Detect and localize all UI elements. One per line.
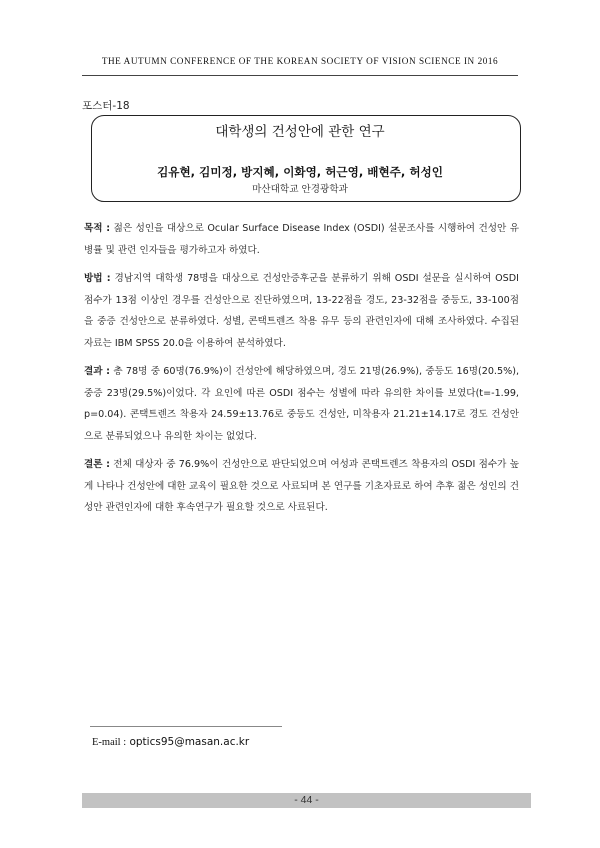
- email-address: optics95@masan.ac.kr: [129, 736, 250, 748]
- conclusion-label: 결론 :: [84, 459, 110, 470]
- header-rule: [82, 75, 518, 76]
- footnote-rule: [90, 726, 282, 727]
- paper-title: 대학생의 건성안에 관한 연구: [215, 124, 385, 140]
- purpose-section: [84, 218, 519, 261]
- authors: 김유현, 김미정, 방지혜, 이화영, 허근영, 배현주, 허성인: [157, 165, 443, 179]
- results-section: [84, 361, 519, 447]
- affiliation: 마산대학교 안경광학과: [252, 184, 348, 195]
- email-label: E-mail :: [92, 737, 127, 748]
- methods-text: 경남지역 대학생 78명을 대상으로 건성안증후군을 분류하기 위해 OSDI 설문을 실시하여 OSDI 점수가 13점 이상인 경우를 건성안으로 진단하였으며, 13-22점을 경도, 23-32점을 중등도, 33-100점을 중증 건성안으로 분류하였다. 성별, 콘택트렌즈 착용 유무 등의 관련인자에 대해 조사하였다. 수집된 자료는 IBM SPSS 20.0을 이용하여 분석하였다.: [84, 273, 519, 349]
- conclusion-section: [84, 454, 519, 519]
- poster-label: 포스터-18: [82, 100, 130, 112]
- purpose-text: 젊은 성인을 대상으로 Ocular Surface Disease Index (OSDI) 설문조사를 시행하여 건성안 유병률 및 관련 인자들을 평가하고자 하였다.: [84, 223, 519, 256]
- email-footnote: [92, 736, 249, 748]
- page-number-bar: [82, 793, 531, 808]
- methods-label: 방법 :: [84, 273, 111, 284]
- conclusion-text: 전체 대상자 중 76.9%이 건성안으로 판단되었으며 여성과 콘택트렌즈 착용자의 OSDI 점수가 높게 나타나 건성안에 대한 교육이 필요한 것으로 사료되며 본 연구를 기초자료로 하여 추후 젊은 성인의 건성안 관련인자에 대한 후속연구가 필요할 것으로 사료된다.: [84, 459, 519, 513]
- page-number: - 44 -: [294, 794, 319, 806]
- results-label: 결과 :: [84, 366, 110, 377]
- conference-header: THE AUTUMN CONFERENCE OF THE KOREAN SOCIETY OF VISION SCIENCE IN 2016: [101, 56, 499, 66]
- results-text: 총 78명 중 60명(76.9%)이 건성안에 해당하였으며, 경도 21명(26.9%), 중등도 16명(20.5%), 중증 23명(29.5%)이었다. 각 요인에 따른 OSDI 점수는 성별에 따라 유의한 차이를 보였다(t=-1.99, p=0.04). 콘택트렌즈 착용자 24.59±13.76로 중등도 건성안, 미착용자 21.21±14.17로 경도 건성안으로 분류되었으나 유의한 차이는 없었다.: [84, 366, 519, 442]
- purpose-label: 목적 :: [84, 223, 111, 234]
- methods-section: [84, 268, 519, 354]
